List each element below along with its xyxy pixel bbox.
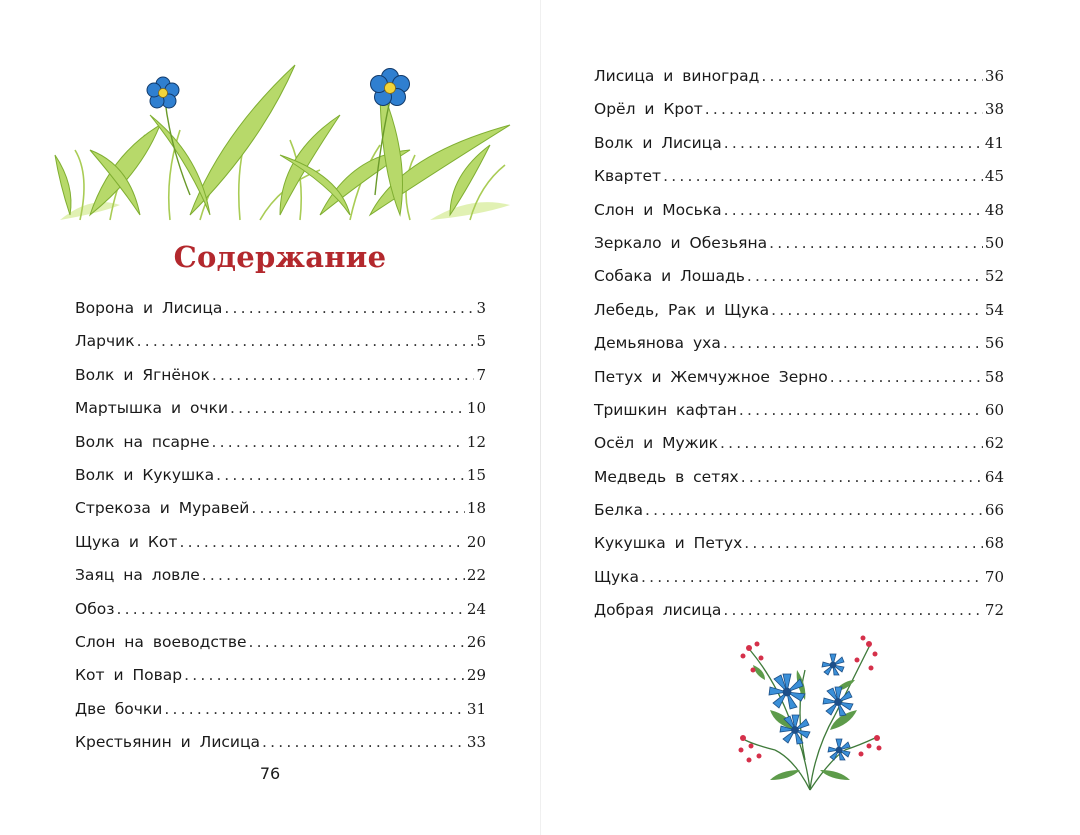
toc-entry-page: 64 — [984, 467, 1004, 486]
page-number: 76 — [259, 764, 281, 783]
toc-leader-dots — [184, 663, 465, 687]
toc-leader-dots — [251, 496, 465, 520]
toc-leader-dots — [164, 697, 465, 721]
toc-entry-page: 29 — [466, 666, 486, 685]
toc-entry-page: 68 — [984, 534, 1004, 553]
toc-entry-title: Ларчик — [75, 332, 135, 351]
toc-entry — [75, 329, 486, 362]
toc-entry-title: Кот и Повар — [75, 666, 183, 685]
toc-leader-dots — [830, 365, 983, 389]
toc-entry-title: Собака и Лошадь — [594, 267, 745, 286]
toc-entry — [75, 363, 486, 396]
toc-entry-page: 60 — [984, 400, 1004, 419]
toc-leader-dots — [747, 264, 983, 288]
toc-entry-page: 48 — [984, 200, 1004, 219]
toc-leader-dots — [724, 198, 983, 222]
toc-leader-dots — [116, 597, 464, 621]
toc-entry-title: Ворона и Лисица — [75, 299, 223, 317]
toc-entry-title: Кукушка и Петух — [594, 534, 743, 553]
toc-entry — [594, 264, 1004, 297]
toc-entry-title: Белка — [594, 501, 643, 520]
toc-leader-dots — [641, 565, 983, 589]
toc-leader-dots — [216, 463, 465, 487]
toc-leader-dots — [137, 329, 475, 353]
toc-entry — [75, 597, 486, 630]
toc-entry-page: 50 — [984, 233, 1004, 252]
toc-entry — [594, 365, 1004, 398]
toc-entry-title: Медведь в сетях — [594, 467, 739, 486]
toc-entry-title: Зеркало и Обезьяна — [594, 233, 768, 252]
toc-entry — [594, 431, 1004, 464]
toc-entry — [594, 164, 1004, 197]
toc-entry-title: Тришкин кафтан — [594, 400, 737, 419]
toc-leader-dots — [249, 630, 465, 654]
toc-leader-dots — [663, 164, 983, 188]
toc-entry-title: Волк на псарне — [75, 432, 210, 451]
toc-entry — [594, 131, 1004, 164]
toc-entry-page: 12 — [466, 432, 486, 451]
book-gutter — [540, 0, 541, 835]
toc-entry — [594, 97, 1004, 130]
toc-entry-page: 10 — [466, 399, 486, 418]
toc-entry — [594, 598, 1004, 631]
toc-entry — [594, 465, 1004, 498]
toc-entry-page: 15 — [466, 465, 486, 484]
toc-entry-title: Петух и Жемчужное Зерно — [594, 367, 828, 386]
toc-entry — [75, 430, 486, 463]
toc-left-column — [75, 296, 486, 763]
toc-title: Содержание — [173, 240, 387, 274]
toc-entry-title: Волк и Лисица — [594, 133, 722, 152]
toc-entry-title: Волк и Ягнёнок — [75, 365, 210, 384]
toc-entry — [594, 198, 1004, 231]
toc-entry — [75, 463, 486, 496]
toc-leader-dots — [645, 498, 983, 522]
toc-leader-dots — [739, 398, 983, 422]
toc-entry-page: 24 — [466, 599, 486, 618]
toc-entry-page: 18 — [466, 499, 486, 518]
toc-entry-title: Крестьянин и Лисица — [75, 733, 261, 752]
toc-leader-dots — [723, 598, 983, 622]
toc-entry-page: 70 — [984, 567, 1004, 586]
toc-entry — [594, 531, 1004, 564]
toc-entry-title: Лебедь, Рак и Щука — [594, 300, 770, 319]
toc-entry-title: Квартет — [594, 167, 662, 186]
toc-leader-dots — [771, 298, 983, 322]
toc-entry-title: Щука — [594, 567, 639, 586]
toc-leader-dots — [224, 296, 474, 320]
toc-right-column — [594, 64, 1004, 632]
toc-entry-title: Слон и Моська — [594, 200, 722, 219]
toc-entry — [594, 64, 1004, 97]
toc-entry — [75, 730, 486, 763]
toc-entry-page: 52 — [984, 267, 1004, 286]
toc-leader-dots — [724, 131, 983, 155]
toc-entry — [594, 498, 1004, 531]
toc-entry-page: 56 — [984, 334, 1004, 353]
toc-entry-page: 33 — [466, 733, 486, 752]
toc-leader-dots — [179, 530, 464, 554]
toc-entry-page: 58 — [984, 367, 1004, 386]
toc-entry — [75, 496, 486, 529]
toc-entry-title: Две бочки — [75, 699, 163, 718]
toc-entry-page: 72 — [984, 601, 1004, 620]
toc-entry-title: Лисица и виноград — [594, 67, 760, 85]
toc-leader-dots — [212, 430, 465, 454]
toc-entry-page: 22 — [466, 566, 486, 585]
toc-entry — [75, 630, 486, 663]
toc-leader-dots — [723, 331, 983, 355]
toc-entry-page: 45 — [984, 167, 1004, 186]
toc-leader-dots — [744, 531, 983, 555]
toc-entry-title: Щука и Кот — [75, 532, 178, 551]
toc-entry — [594, 298, 1004, 331]
toc-entry — [594, 231, 1004, 264]
toc-entry — [594, 331, 1004, 364]
toc-leader-dots — [230, 396, 465, 420]
toc-entry-title: Осёл и Мужик — [594, 434, 719, 453]
toc-entry-title: Демьянова уха — [594, 334, 721, 353]
toc-entry-title: Волк и Кукушка — [75, 465, 215, 484]
toc-entry — [75, 396, 486, 429]
toc-entry — [75, 530, 486, 563]
toc-leader-dots — [202, 563, 465, 587]
toc-entry-page: 66 — [984, 501, 1004, 520]
toc-entry-page: 38 — [984, 100, 1004, 119]
toc-leader-dots — [761, 64, 983, 88]
toc-entry-title: Стрекоза и Муравей — [75, 499, 250, 518]
toc-entry-page: 7 — [476, 365, 486, 384]
toc-entry — [594, 398, 1004, 431]
toc-entry-page: 26 — [466, 632, 486, 651]
toc-leader-dots — [769, 231, 983, 255]
toc-entry-page: 31 — [466, 699, 486, 718]
toc-entry-title: Обоз — [75, 599, 115, 618]
toc-entry-title: Слон на воеводстве — [75, 632, 247, 651]
toc-entry — [75, 697, 486, 730]
toc-entry — [75, 296, 486, 329]
toc-entry — [594, 565, 1004, 598]
toc-leader-dots — [705, 97, 983, 121]
toc-entry-title: Орёл и Крот — [594, 100, 703, 119]
bouquet-illustration — [735, 630, 885, 795]
toc-entry-page: 54 — [984, 300, 1004, 319]
grass-illustration — [50, 55, 520, 225]
toc-entry-title: Заяц на ловле — [75, 566, 200, 585]
toc-leader-dots — [741, 465, 983, 489]
toc-leader-dots — [720, 431, 983, 455]
toc-entry-page: 5 — [476, 332, 486, 351]
toc-entry-title: Мартышка и очки — [75, 399, 229, 418]
toc-entry — [75, 663, 486, 696]
toc-leader-dots — [212, 363, 475, 387]
toc-entry-page: 62 — [984, 434, 1004, 453]
toc-leader-dots — [262, 730, 465, 754]
toc-entry — [75, 563, 486, 596]
toc-entry-page: 20 — [466, 532, 486, 551]
toc-entry-page: 3 — [476, 299, 486, 317]
toc-entry-title: Добрая лисица — [594, 601, 722, 620]
toc-entry-page: 41 — [984, 133, 1004, 152]
toc-entry-page: 36 — [984, 67, 1004, 85]
